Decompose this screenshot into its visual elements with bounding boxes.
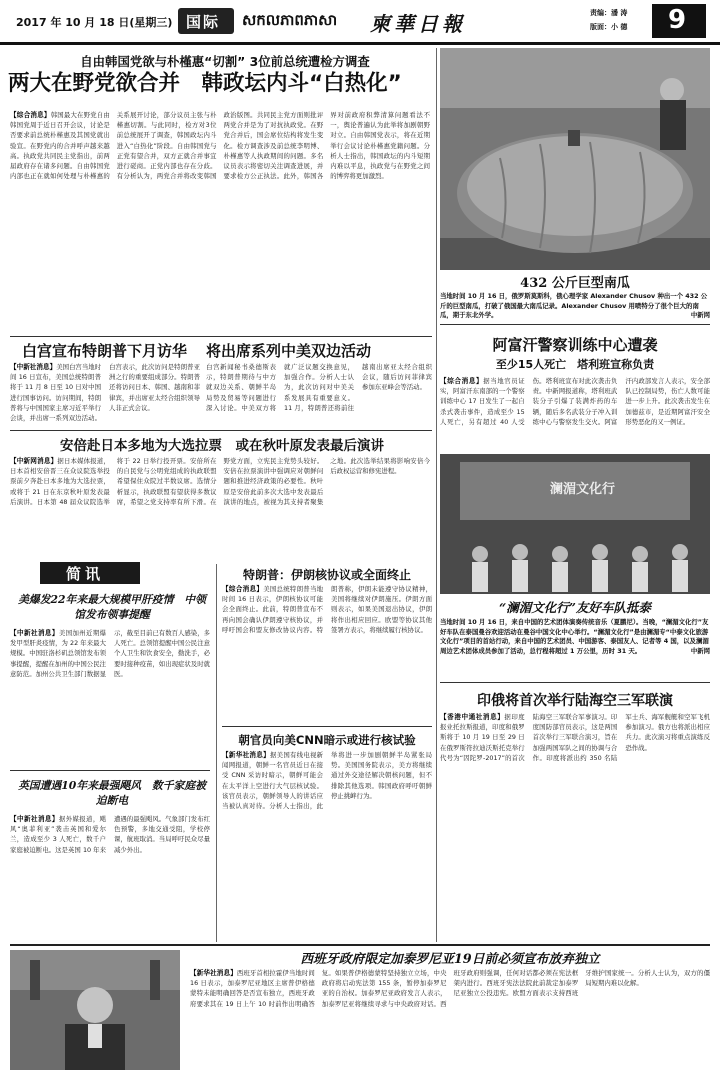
- band-banner: 澜湄文化行: [550, 482, 616, 497]
- whitehouse-byline: 【中新社消息】: [10, 363, 57, 371]
- photo2-headline: “澜湄文化行”友好车队抵泰: [499, 600, 651, 615]
- brief-title: 简讯: [66, 565, 105, 583]
- india-byline: 【香港中通社消息】: [440, 713, 505, 721]
- trump-iran-article: [222, 584, 432, 722]
- photo2-caption-text: 当地时间 10 月 16 日，来自中国的艺术团体演奏传统音乐（夏鹏尼）。当晚，“澜湄文化行”友好车队在泰国曼谷欢迎活动在曼谷中国文化中心举行。“澜湄文化行”是由澜湄专“中泰文化旅游文化行”项目的首站行动，来自中国的艺术团员、中国游客、泰国友人、记者等 4 国，以及澜湄周边艺术团体成员参加了活动，总行程将超过 1 万公里，历时 31 天。: [440, 618, 709, 655]
- india-headline: 印俄将首次举行陆海空三军联演: [477, 693, 673, 709]
- uk-body: 据外媒报道，飓风“奥菲利亚”袭击英国和爱尔兰，造成至少 3 人死亡，数千户家庭被迫断电。这是英国 10 年来遭遇的最强飓风。气象部门发布红色预警，多地交通受阻，学校停课，航班取消。当局呼吁民众尽量减少外出。: [10, 815, 210, 854]
- japan-byline: 【中新网消息】: [10, 457, 58, 465]
- trump-iran-headline: 特朗普：伊朗核协议或全面终止: [242, 568, 411, 582]
- india-body: 据印度报业托拉斯报道，印度和俄罗斯将于 10 月 19 日至 29 日在俄罗斯符拉迪沃斯托克举行代号为“因陀罗-2017”的首次陆海空三军联合军事演习。印度国防部官员表示，这是两国首次举行三军联合演习，旨在加强两国军队之间的协调与合作。印度将派出约 350 名陆军士兵、海军舰艇和空军飞机参加演习。俄方也将派出相应兵力。此次演习将重点演练反恐作战。: [440, 713, 710, 762]
- pumpkin-caption-text: 当地时间 10 月 16 日，俄罗斯莫斯科，俄心理学家 Alexander Chusov 种出一个 432 公斤的巨型南瓜，打破了俄国最大南瓜记录。Alexander Chusov 用喷特分了很个巨大的南瓜，期于东北外学。: [440, 292, 708, 320]
- pumpkin-photo: [440, 48, 710, 270]
- pumpkin-credit: 中新网: [690, 311, 710, 320]
- lead-article: [10, 110, 430, 332]
- pumpkin-headline: 432 公斤巨型南瓜: [520, 276, 630, 291]
- cnn-headline: 朝官员向美CNN暗示或进行核试验: [238, 733, 416, 747]
- spain-article: [190, 968, 710, 1072]
- spain-body: 西班牙首相拉霍伊当地时间 16 日表示，加泰罗尼亚地区主席普伊格德蒙特未能明确回答是否宣布独立，西班牙政府要求其在 19 日上午 10 时前作出明确答复。如果普伊格德蒙特坚持独立立场，中央政府将启动宪法第 155 条，暂停加泰罗尼亚的自治权。加泰罗尼亚政府发言人表示，加泰罗尼亚将继续寻求与中央政府对话。西班牙政府则强调，任何对话都必须在宪法框架内进行。西班牙宪法法院此前裁定加泰罗尼亚独立公投违宪。欧盟方面表示支持西班牙维护国家统一。分析人士认为，双方的僵局短期内难以化解。: [190, 969, 710, 1008]
- cnn-byline: 【新华社消息】: [222, 751, 271, 759]
- india-article: [440, 712, 710, 940]
- japan-headline: 安倍赴日本多地为大选拉票 或在秋叶原发表最后演讲: [60, 438, 384, 454]
- uk-headline: 英国遭遇10年来最强飓风 数千家庭被迫断电: [18, 779, 206, 807]
- issue-date: 2017 年 10 月 18 日(星期三): [16, 16, 173, 29]
- flu-headline: 美爆发22年来最大规模甲肝疫情 中领馆发布领事提醒: [18, 593, 206, 621]
- whitehouse-article: [10, 362, 200, 428]
- cpc-body: 白宫新闻秘书桑德斯表示，特朗普期待与中方就双边关系、朝鲜半岛局势及贸易等问题进行深入讨论。中美双方将就广泛议题交换意见，加强合作。分析人士认为，此次访问对中美关系发展具有重要意义。11 月，特朗普还将前往越南出席亚太经合组织会议，随后访问菲律宾参加东亚峰会等活动。: [206, 363, 432, 412]
- khmer-title: សកលភាពភាសា: [242, 11, 338, 29]
- spain-byline: 【新华社消息】: [190, 969, 237, 977]
- spain-illustration: [10, 950, 180, 1070]
- trump-iran-byline: 【综合消息】: [222, 585, 264, 593]
- cpc-article: [206, 362, 432, 428]
- masthead: [0, 0, 720, 44]
- photo2-credit: 中新网: [690, 646, 710, 655]
- uk-article: [10, 814, 210, 938]
- lead-headline: 两大在野党欲合并 韩政坛内斗“白热化”: [8, 71, 402, 96]
- japan-body: 据日本媒体报道，日本首相安倍晋三在众议院选举投票前夕奔赴日本多地为大选拉票，或将于 21 日在东京秋叶原发表最后演讲。日本第 48 届众议院选举将于 22 日举行投开票。安倍所在的自民党与公明党组成的执政联盟希望保住众院过半数议席。选情分析显示，执政联盟有望获得多数议席，希望之党支持率有所下滑。在野党方面，立宪民主党势头较好。安倍在拉票演讲中强调应对朝鲜问题和推进经济政策的必要性。秋叶原是安倍此前多次大选中发表最后演讲的地点，被视为其支持者聚集之地。此次选举结果将影响安倍今后政权运营和修宪进程。: [10, 457, 430, 506]
- cnn-body: 据美国有线电视新闻网报道，朝鲜一名官员近日在接受 CNN 采访时暗示，朝鲜可能会在太平洋上空进行大气层核试验。该官员表示，朝鲜领导人的讲话应当被认真对待。分析人士指出，此举将进一步加剧朝鲜半岛紧张局势。美国国务院表示，美方将继续通过外交途径解决朝核问题，但不排除其他选项。韩国政府呼吁朝鲜停止挑衅行为。: [222, 751, 432, 811]
- japan-article: [10, 456, 430, 560]
- cnn-article: [222, 750, 432, 938]
- flu-body: 美国加州近期爆发甲型肝炎疫情，为 22 年来最大规模。中国驻洛杉矶总领馆发布领事提醒，提醒在加州的中国公民注意防范。加州公共卫生部门数据显示，截至目前已有数百人感染，多人死亡。总领馆提醒中国公民注意个人卫生和饮食安全，勤洗手，必要时接种疫苗，如出现症状及时就医。: [10, 629, 210, 678]
- band-photo: [440, 454, 710, 594]
- designer-credit: 版面：小 德: [590, 23, 628, 31]
- cpc-headline: 将出席系列中美双边活动: [206, 342, 372, 360]
- paper-name: 柬華日報: [370, 12, 466, 36]
- whitehouse-body: 美国白宫当地时间 16 日宣布，美国总统特朗普将于 11 月 8 日至 10 日对中国进行国事访问。访问期间，特朗普将与中国国家主席习近平举行会谈，并出席一系列双边活动。白宫表示，此次访问是特朗普亚洲之行的重要组成部分。特朗普还将访问日本、韩国、越南和菲律宾，并出席亚太经合组织领导人非正式会议。: [10, 363, 200, 423]
- afghan-body: 据当地官员证实，阿富汗东南部的一个警察训练中心 17 日发生了一起自杀式袭击事件，造成至少 15 人死亡，另有超过 40 人受伤。塔利班宣布对此次袭击负责。中新网报道称，塔利班武装分子引爆了装满炸药的车辆，随后多名武装分子冲入训练中心与警察发生交火。阿富汗内政部发言人表示，安全部队已控制局势，伤亡人数可能进一步上升。此次袭击发生在加德兹市，是近期阿富汗安全形势恶化的又一例证。: [440, 377, 710, 426]
- spain-headline: 西班牙政府限定加泰罗尼亚19日前必须宣布放弃独立: [300, 952, 600, 967]
- pumpkin-illustration: [440, 48, 710, 270]
- whitehouse-headline: 白宫宣布特朗普下月访华: [22, 342, 188, 360]
- lead-kicker: 自由韩国党欲与朴槿惠“切割” 3位前总统遭检方调查: [80, 54, 370, 69]
- afghan-subhead: 至少15人死亡 塔利班宣称负责: [495, 358, 655, 371]
- flu-article: [10, 628, 210, 764]
- pumpkin-caption: [440, 292, 710, 321]
- uk-byline: 【中新社消息】: [10, 815, 59, 823]
- afghan-byline: 【综合消息】: [440, 377, 484, 385]
- page-number: 9: [668, 5, 687, 35]
- lead-byline: 【综合消息】: [10, 111, 51, 119]
- afghan-headline: 阿富汗警察训练中心遭袭: [492, 336, 658, 354]
- trump-iran-body: 美国总统特朗普当地时间 16 日表示，伊朗核协议可能会全面终止。此前，特朗普宣布不再向国会确认伊朗遵守核协议，并呼吁国会和盟友修改协议内容。特朗普称，伊朗未能遵守协议精神，美国将继续对伊朗施压。伊朗方面则表示，如果美国退出协议，伊朗将作出相应回应。欧盟等协议其他签署方表示，将继续履行核协议。: [222, 585, 432, 634]
- afghan-article: [440, 376, 710, 448]
- spain-photo: [10, 950, 180, 1070]
- band-illustration: [440, 454, 710, 594]
- editor-credit: 责编：潘 涛: [590, 9, 628, 17]
- section-label: 国际: [186, 13, 221, 31]
- photo2-caption: [440, 618, 710, 656]
- flu-byline: 【中新社消息】: [10, 629, 59, 637]
- lead-body: 韩国最大在野党自由韩国党周于近日召开会议，讨论是否要求前总统朴槿惠及其国党就出验宣。在野党内的合并呼声越来越高。执政党共同民主党指出，前两届政府存在诸多问题。自由韩国党内部也正在就如何处理与朴槿惠的关系展开讨论，部分议员主张与朴槿惠切割。与此同时，检方对3位前总统展开了调查，韩国政坛内斗进入“白热化”阶段。自由韩国党与正党有望合并，双方正就合并事宜进行磋商。正党内部也存在分歧。有分析认为，两党合并将改变韩国政治版图。共同民主党方面则批评两党合并是为了对抗执政党。在野党合并后，国会席位结构将发生变化。检方调查涉及前总统李明博、朴槿惠等人执政期间的问题。多名议员表示将密切关注调查进展，并要求检方公正执法。此外，韩国各界对前政府积弊清算问题看法不一，舆论普遍认为此举将加剧朝野对立。自由韩国党表示，将在近期举行会议讨论朴槿惠党籍问题。分析人士指出，韩国政坛的内斗短期内难以平息，执政党与在野党之间的博弈将更加激烈。: [10, 111, 430, 181]
